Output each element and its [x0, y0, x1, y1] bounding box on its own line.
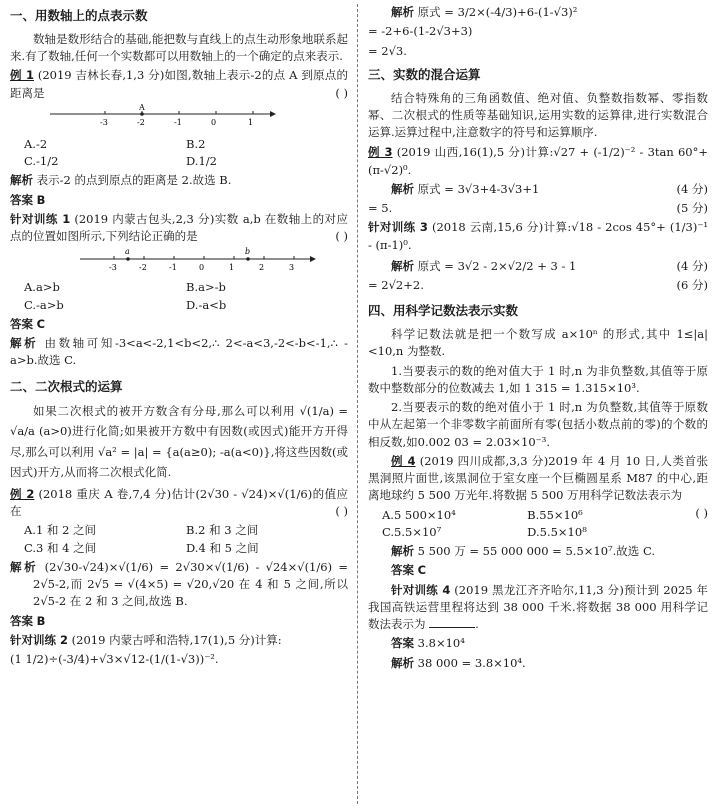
- section-4-title: 四、用科学记数法表示实数: [368, 303, 519, 319]
- training-4-answer: [368, 635, 708, 652]
- training-1: [10, 211, 348, 246]
- training-3-analysis-2: [368, 277, 708, 294]
- section-4-intro: 科学记数法就是把一个数写成 a×10ⁿ 的形式,其中 1≤|a|<10,n 为整数.: [368, 327, 708, 359]
- training-3-text: (2018 云南,15,6 分)计算:√18 - 2cos 45°+ (1/3)⁻¹ - (π-1)⁰.: [368, 220, 709, 252]
- number-line-1-tick-label-0: -3: [100, 117, 108, 127]
- training-1-analysis: [10, 335, 348, 370]
- example-1: [10, 67, 348, 102]
- training-2-analysis-line-3: = 2√3.: [368, 43, 407, 58]
- example-3-analysis-line-2: = 5.: [368, 201, 393, 215]
- answer-paren: ( ): [695, 505, 708, 520]
- example-4-options: [382, 507, 672, 542]
- analysis-label: 解析: [391, 258, 414, 273]
- training-4-analysis: [368, 655, 708, 672]
- training-2-expression: (1 1/2)÷(-3/4)+√3×√12-(1/(1-√3))⁻².: [10, 652, 219, 666]
- training-1-text: (2019 内蒙古包头,2,3 分)实数 a,b 在数轴上的对应点的位置如图所示,下列结论正确的是: [10, 211, 348, 243]
- example-2-answer-value: B: [36, 613, 46, 628]
- training-1-label: 针对训练 1: [10, 211, 71, 226]
- example-4-analysis: [368, 543, 708, 560]
- number-line-1-tick-label-1: -2: [137, 117, 145, 127]
- training-1-answer-value: C: [36, 316, 46, 331]
- number-line-2-tick-label-3: 0: [199, 263, 205, 273]
- training-1-option-b[interactable]: B.a>-b: [186, 280, 226, 295]
- analysis-label: 解析: [391, 655, 414, 670]
- number-line-2-arrow: [310, 256, 316, 262]
- right-column: [368, 4, 708, 674]
- example-3-score-1: (4 分): [676, 181, 708, 196]
- answer-label: 答案: [10, 613, 33, 628]
- example-2-option-b[interactable]: B.2 和 3 之间: [186, 523, 259, 538]
- example-1-option-b[interactable]: B.2: [186, 136, 206, 151]
- number-line-2-tick-label-1: -2: [139, 263, 147, 273]
- training-1-analysis-text: 由数轴可知-3<a<-2,1<b<2,∴ 2<-a<3,-2<-b<-1,∴ -a>b.故选 C.: [10, 336, 349, 368]
- training-2-analysis-line-1: 原式 = 3/2×(-4/3)+6-(1-√3)²: [417, 5, 578, 19]
- training-1-option-d[interactable]: D.-a<b: [186, 297, 227, 312]
- example-4-answer: [368, 562, 708, 579]
- point-b-dot: [246, 257, 250, 261]
- number-line-1-tick-label-4: 1: [248, 117, 254, 127]
- example-3-text: (2019 山西,16(1),5 分)计算:√27 + (-1/2)⁻² - 3tan 60°+(π-√2)⁰.: [368, 145, 708, 177]
- example-1-option-a[interactable]: A.-2: [24, 136, 48, 151]
- example-2-analysis: [10, 559, 348, 611]
- training-3-analysis-line-1: 原式 = 3√2 - 2×√2/2 + 3 - 1: [417, 258, 577, 273]
- training-1-answer: [10, 316, 348, 333]
- number-line-2-tick-label-2: -1: [169, 263, 177, 273]
- example-3-analysis-line-1: 原式 = 3√3+4-3√3+1: [417, 181, 540, 196]
- example-2-option-c[interactable]: C.3 和 4 之间: [24, 540, 97, 555]
- example-3-analysis-1: [368, 181, 708, 198]
- training-3-score-2: (6 分): [676, 278, 708, 292]
- example-1-answer-value: B: [36, 192, 46, 207]
- analysis-label: 解析: [391, 544, 414, 558]
- analysis-label: 解析: [10, 336, 39, 350]
- training-4: 针对训练 4 (2019 黑龙江齐齐哈尔,11,3 分)预计到 2025 年我国高铁运营里程将达到 38 000 千米.将数据 38 000 用科学记数法表示为 .: [368, 582, 709, 631]
- example-1-analysis: [10, 172, 348, 189]
- example-3: [368, 144, 708, 179]
- example-4-answer-value: C: [417, 563, 427, 578]
- answer-paren: ( ): [335, 504, 348, 518]
- training-4-analysis-text: 38 000 = 3.8×10⁴.: [417, 655, 526, 670]
- example-4-option-a[interactable]: A.5 500×10⁴: [382, 507, 456, 522]
- section-4-rule-1: 1.当要表示的数的绝对值大于 1 时,n 为非负整数,其值等于原数中整数部分的位数减去 1,如 1 315 = 1.315×10³.: [368, 363, 708, 395]
- answer-label: 答案: [391, 563, 414, 578]
- number-line-2: [10, 247, 348, 275]
- left-column: [10, 4, 348, 670]
- training-2: [10, 632, 348, 649]
- number-line-2-tick-label-4: 1: [229, 263, 235, 273]
- example-1-option-c[interactable]: C.-1/2: [24, 154, 59, 168]
- example-2-label: 例 2: [10, 486, 35, 501]
- training-1-options: [24, 279, 348, 314]
- example-1-option-d[interactable]: D.1/2: [186, 154, 217, 168]
- example-1-label: 例 1: [10, 68, 34, 83]
- example-4-option-d[interactable]: D.5.5×10⁸: [527, 524, 587, 539]
- answer-paren: ( ): [335, 85, 348, 100]
- analysis-label: 解析: [391, 5, 414, 19]
- example-4-label: 例 4: [391, 453, 416, 468]
- answer-label: 答案: [10, 316, 33, 331]
- number-line-2-tick-label-5: 2: [259, 263, 265, 273]
- column-divider: [357, 4, 358, 804]
- section-2-title: 二、二次根式的运算: [10, 378, 123, 394]
- example-3-label: 例 3: [368, 145, 393, 160]
- example-2-analysis-text: (2√30-√24)×√(1/6) = 2√30×√(1/6) - √24×√(1/6) = 2√5-2,而 2√5 = √(4×5) = √20,√20 在 4 和 5 之间,所以 2√5-2 在 2 和 3 之间,故选 B.: [33, 559, 349, 609]
- example-4-option-b[interactable]: B.55×10⁶: [527, 507, 583, 522]
- example-2-option-d[interactable]: D.4 和 5 之间: [186, 540, 259, 555]
- training-3-analysis-1: [368, 258, 708, 275]
- example-4-option-c[interactable]: C.5.5×10⁷: [382, 524, 442, 539]
- example-2: [10, 486, 348, 521]
- training-2-analysis: [368, 4, 708, 21]
- number-line-2-tick-label-6: 3: [289, 263, 295, 273]
- example-2-text: (2018 重庆 A 卷,7,4 分)估计(2√30 - √24)×√(1/6)的值应在: [10, 486, 349, 518]
- answer-label: 答案: [10, 192, 33, 207]
- section-1-intro: 数轴是数形结合的基础,能把数与直线上的点生动形象地联系起来.有了数轴,任何一个实数都可以用数轴上的一个确定的点来表示.: [10, 31, 348, 63]
- training-4-label: 针对训练 4: [391, 582, 451, 597]
- example-3-analysis-2: [368, 200, 708, 217]
- example-2-option-a[interactable]: A.1 和 2 之间: [24, 523, 97, 538]
- example-1-answer: [10, 192, 348, 209]
- section-2-intro: 如果二次根式的被开方数含有分母,那么可以利用 √(1/a) = √a/a (a>0)进行化简;如果被开方数中有因数(或因式)能开方开得尽,那么可以利用 √a² = |a| = {a(a≥0); -a(a<0)},将这些因数(或因式)开方,从而将二次根式化简.: [10, 404, 348, 479]
- training-2-analysis-line-2: = -2+6-(1-2√3+3): [368, 24, 473, 39]
- number-line-1-tick-label-3: 0: [211, 117, 217, 127]
- answer-blank[interactable]: [429, 627, 475, 628]
- example-2-options: [24, 522, 348, 557]
- example-4-text: (2019 四川成都,3,3 分)2019 年 4 月 10 日,人类首张黑洞照片面世,该黑洞位于室女座一个巨椭圆星系 M87 的中心,距离地球约 5 500 万光年.将数据 5 500 万用科学记数法表示为: [368, 453, 708, 503]
- section-4-rule-2: 2.当要表示的数的绝对值小于 1 时,n 为负整数,其值等于原数中从左起第一个非零数字前面所有零(包括小数点前的零)的个数的相反数,如0.002 03 = 2.03×10⁻³.: [368, 400, 708, 449]
- training-4-answer-value: 3.8×10⁴: [417, 636, 465, 651]
- training-3-label: 针对训练 3: [368, 220, 428, 235]
- analysis-label: 解析: [10, 559, 39, 574]
- training-3-score-1: (4 分): [676, 258, 708, 273]
- answer-paren: ( ): [335, 229, 348, 243]
- answer-label: 答案: [391, 636, 414, 651]
- number-line-2-tick-label-0: -3: [109, 263, 117, 273]
- section-3-intro: 结合特殊角的三角函数值、绝对值、负整数指数幂、零指数幂、二次根式的性质等基础知识,运用实数的运算律,进行实数混合运算.运算过程中,注意数字的符号和运算顺序.: [368, 90, 708, 139]
- point-a-label: a: [125, 247, 130, 257]
- example-3-score-2: (5 分): [676, 201, 708, 215]
- number-line-1-arrow: [270, 111, 276, 117]
- example-4-analysis-text: 5 500 万 = 55 000 000 = 5.5×10⁷.故选 C.: [417, 544, 655, 558]
- point-a-dot: [140, 112, 144, 116]
- training-3-analysis-line-2: = 2√2+2.: [368, 278, 424, 292]
- example-2-answer: [10, 613, 348, 630]
- number-line-1-tick-label-2: -1: [174, 117, 182, 127]
- point-b-label: b: [245, 247, 251, 257]
- section-1-title: 一、用数轴上的点表示数: [10, 8, 148, 23]
- point-a-label: A: [139, 103, 145, 112]
- analysis-label: 解析: [391, 181, 414, 196]
- example-1-analysis-text: 表示-2 的点到原点的距离是 2.故选 B.: [36, 173, 232, 188]
- training-2-text: (2019 内蒙古呼和浩特,17(1),5 分)计算:: [71, 632, 282, 647]
- point-a-dot: [126, 257, 130, 261]
- training-1-option-a[interactable]: A.a>b: [24, 280, 60, 295]
- number-line-1: [10, 104, 348, 132]
- example-1-options: [24, 136, 348, 171]
- training-3: [368, 219, 708, 254]
- training-1-option-c[interactable]: C.-a>b: [24, 297, 64, 312]
- analysis-label: 解析: [10, 173, 33, 188]
- training-4-text: (2019 黑龙江齐齐哈尔,11,3 分)预计到 2025 年我国高铁运营里程将达到 38 000 千米.将数据 38 000 用科学记数法表示为: [368, 582, 709, 631]
- example-1-text: (2019 吉林长春,1,3 分)如图,数轴上表示-2的点 A 到原点的距离是: [10, 68, 349, 100]
- training-2-label: 针对训练 2: [10, 632, 69, 647]
- section-3-title: 三、实数的混合运算: [368, 66, 481, 82]
